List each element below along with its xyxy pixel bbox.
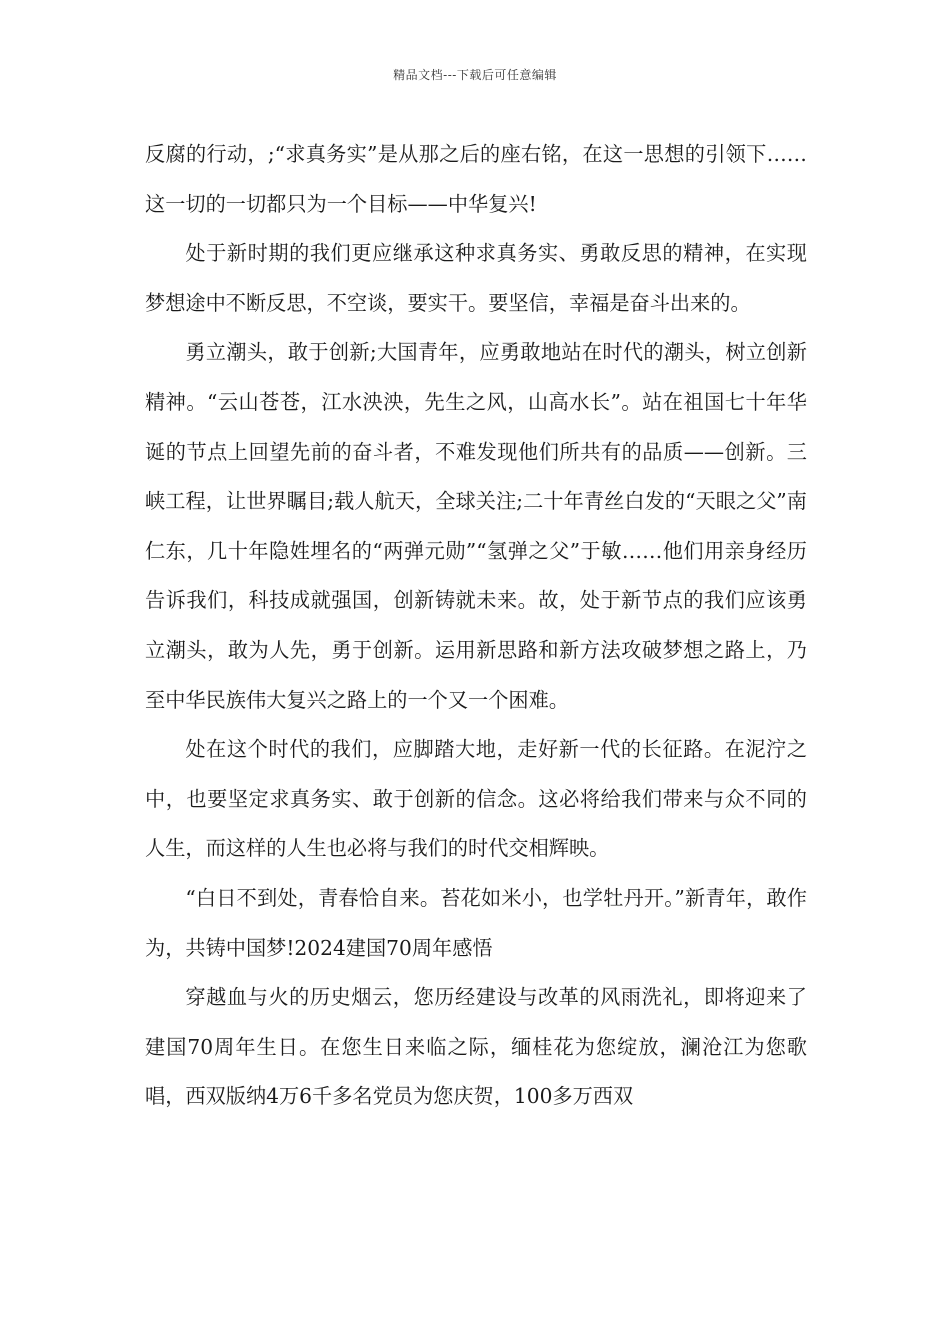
paragraph-3: 勇立潮头，敢于创新;大国青年，应勇敢地站在时代的潮头，树立创新精神。“云山苍苍，江水泱泱，先生之风，山高水长”。站在祖国七十年华诞的节点上回望先前的奋斗者，不难发现他们所共有的品质——创新。三峡工程，让世界瞩目;载人航天，全球关注;二十年青丝白发的“天眼之父”南仁东，几十年隐姓埋名的“两弹元勋”“氢弹之父”于敏……他们用亲身经历告诉我们，科技成就强国，创新铸就未来。故，处于新节点的我们应该勇立潮头，敢为人先，勇于创新。运用新思路和新方法攻破梦想之路上，乃至中华民族伟大复兴之路上的一个又一个困难。 — [145, 340, 807, 712]
paragraph-2: 处于新时期的我们更应继承这种求真务实、勇敢反思的精神，在实现梦想途中不断反思，不空谈，要实干。要坚信，幸福是奋斗出来的。 — [145, 241, 807, 315]
document-body — [145, 130, 807, 1122]
page-header: 精品文档---下载后可任意编辑 — [393, 68, 557, 82]
paragraph-4: 处在这个时代的我们，应脚踏大地，走好新一代的长征路。在泥泞之中，也要坚定求真务实、敢于创新的信念。这必将给我们带来与众不同的人生，而这样的人生也必将与我们的时代交相辉映。 — [145, 737, 807, 861]
paragraph-1: 反腐的行动，;“求真务实”是从那之后的座右铭，在这一思想的引领下……这一切的一切都只为一个目标——中华复兴! — [145, 142, 807, 216]
paragraph-5: “白日不到处，青春恰自来。苔花如米小，也学牡丹开。”新青年，敢作为，共铸中国梦!2024建国70周年感悟 — [145, 885, 807, 960]
paragraph-6: 穿越血与火的历史烟云，您历经建设与改革的风雨洗礼，即将迎来了建国70周年生日。在您生日来临之际，缅桂花为您绽放，澜沧江为您歌唱，西双版纳4万6千多名党员为您庆贺，100多万西双 — [145, 985, 807, 1109]
